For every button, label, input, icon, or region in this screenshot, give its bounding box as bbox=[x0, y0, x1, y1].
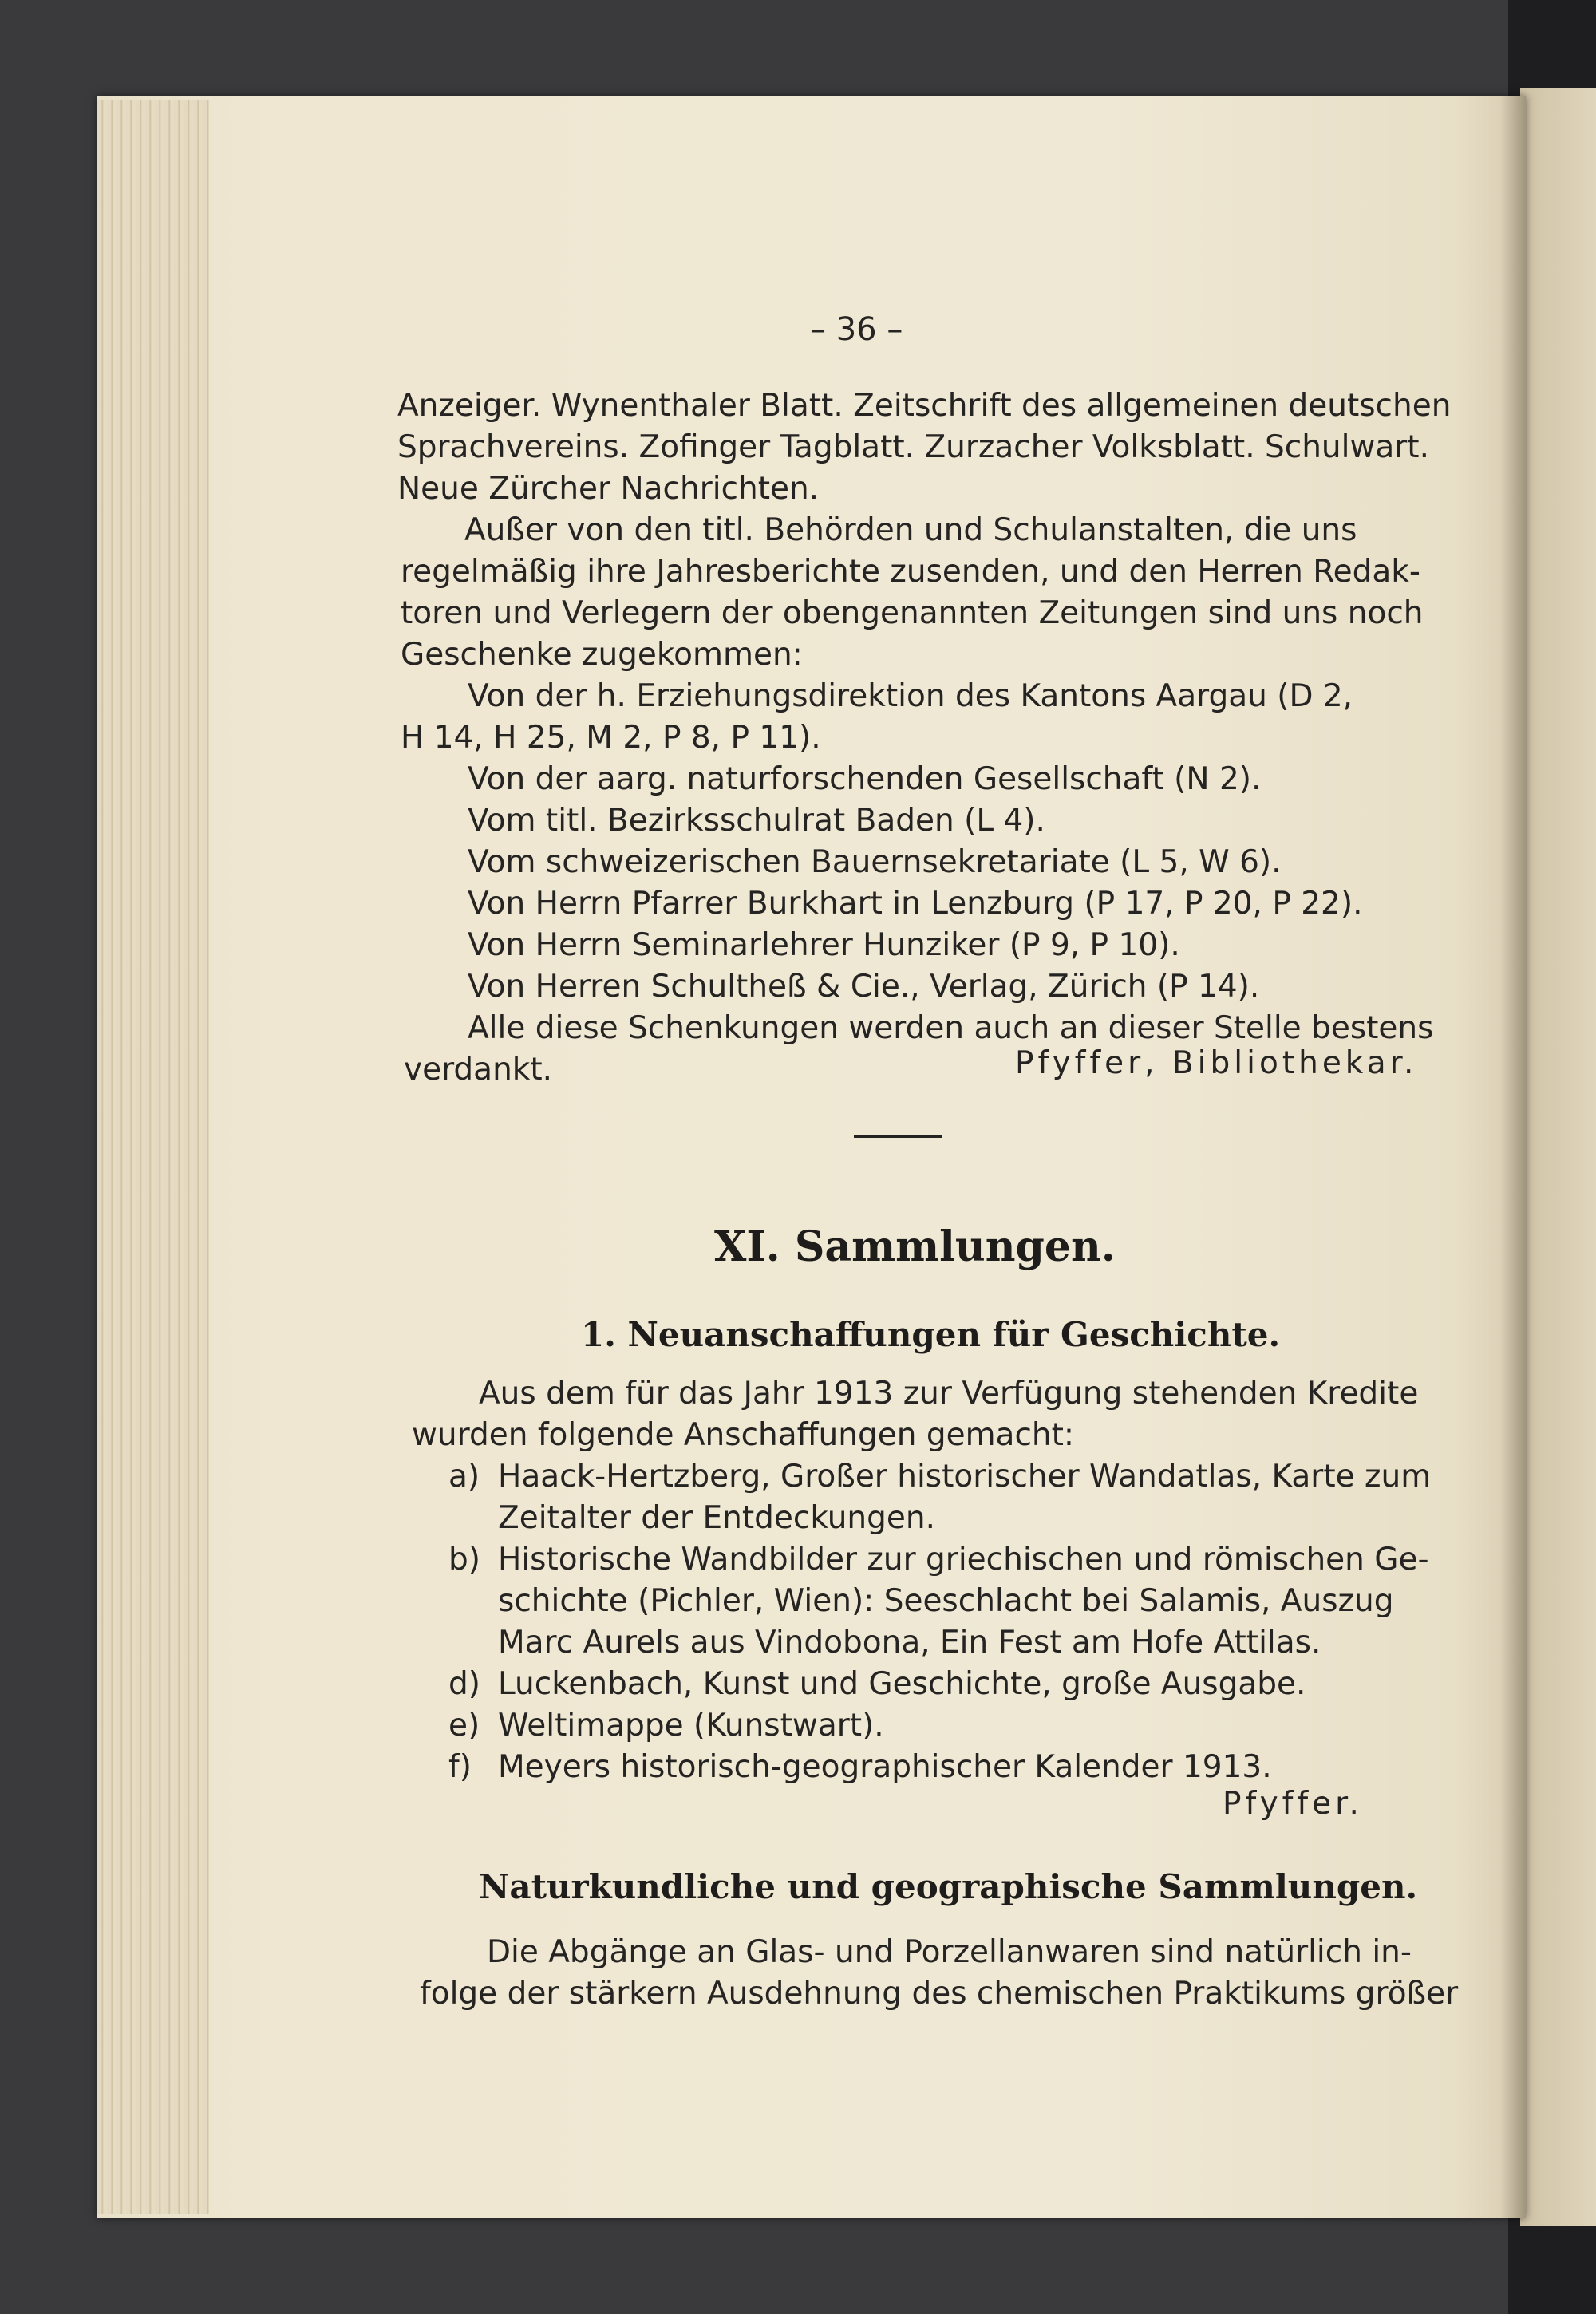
text-line: Alle diese Schenkungen werden auch an dieser Stelle bestens bbox=[468, 1010, 1434, 1046]
item-text: Historische Wandbilder zur griechischen und römischen Ge- bbox=[498, 1542, 1429, 1578]
text-line: wurden folgende Anschaffungen gemacht: bbox=[412, 1417, 1075, 1453]
item-text: Meyers historisch-geographischer Kalender 1913. bbox=[498, 1749, 1272, 1785]
text-line: Die Abgänge an Glas- und Porzellanwaren sind natürlich in- bbox=[487, 1934, 1412, 1970]
text-line: Geschenke zugekommen: bbox=[401, 637, 803, 673]
text-line: Sprachvereins. Zofinger Tagblatt. Zurzacher Volksblatt. Schulwart. bbox=[397, 429, 1429, 465]
item-letter: f) bbox=[448, 1749, 472, 1785]
page-number: – 36 – bbox=[810, 311, 903, 348]
item-text: Weltimappe (Kunstwart). bbox=[498, 1708, 884, 1743]
page-stack-edges bbox=[97, 100, 209, 2214]
item-text: Luckenbach, Kunst und Geschichte, große Ausgabe. bbox=[498, 1666, 1306, 1702]
page-gutter-shadow bbox=[1500, 96, 1526, 2218]
section-title: XI. Sammlungen. bbox=[714, 1222, 1116, 1271]
text-line: Von Herren Schultheß & Cie., Verlag, Zürich (P 14). bbox=[468, 969, 1260, 1005]
text-line: Anzeiger. Wynenthaler Blatt. Zeitschrift des allgemeinen deutschen bbox=[397, 388, 1452, 424]
item-text: Marc Aurels aus Vindobona, Ein Fest am Hofe Attilas. bbox=[498, 1625, 1321, 1660]
text-line: Außer von den titl. Behörden und Schulanstalten, die uns bbox=[464, 512, 1357, 548]
section-divider bbox=[854, 1135, 942, 1138]
text-line: regelmäßig ihre Jahresberichte zusenden, und den Herren Redak- bbox=[401, 554, 1420, 590]
text-line: verdankt. bbox=[404, 1052, 553, 1088]
text-line: H 14, H 25, M 2, P 8, P 11). bbox=[401, 720, 821, 756]
text-line: toren und Verlegern der obengenannten Zeitungen sind uns noch bbox=[401, 595, 1424, 631]
text-line: Von Herrn Seminarlehrer Hunziker (P 9, P 10). bbox=[468, 927, 1180, 963]
text-line: Von der h. Erziehungsdirektion des Kantons Aargau (D 2, bbox=[468, 678, 1353, 714]
item-letter: e) bbox=[448, 1708, 480, 1743]
subsection-title: 1. Neuanschaffungen für Geschichte. bbox=[581, 1315, 1281, 1354]
item-text: Haack-Hertzberg, Großer historischer Wandatlas, Karte zum bbox=[498, 1459, 1432, 1495]
item-letter: d) bbox=[448, 1666, 480, 1702]
item-letter: a) bbox=[448, 1459, 480, 1495]
text-line: Von Herrn Pfarrer Burkhart in Lenzburg (P 17, P 20, P 22). bbox=[468, 886, 1363, 922]
text-line: Neue Zürcher Nachrichten. bbox=[397, 471, 820, 507]
text-line: folge der stärkern Ausdehnung des chemischen Praktikums größer bbox=[420, 1976, 1459, 2012]
item-text: Zeitalter der Entdeckungen. bbox=[498, 1500, 935, 1536]
third-heading: Naturkundliche und geographische Sammlungen. bbox=[479, 1867, 1418, 1906]
text-line: Vom schweizerischen Bauernsekretariate (L 5, W 6). bbox=[468, 844, 1282, 880]
text-line: Vom titl. Bezirksschulrat Baden (L 4). bbox=[468, 803, 1045, 839]
item-text: schichte (Pichler, Wien): Seeschlacht bei Salamis, Auszug bbox=[498, 1583, 1394, 1619]
text-line: Von der aarg. naturforschenden Gesellschaft (N 2). bbox=[468, 761, 1262, 797]
signature: Pfyffer, Bibliothekar. bbox=[1015, 1045, 1418, 1081]
item-letter: b) bbox=[448, 1542, 480, 1578]
text-line: Aus dem für das Jahr 1913 zur Verfügung stehenden Kredite bbox=[479, 1376, 1419, 1412]
facing-page-edge bbox=[1520, 88, 1596, 2226]
signature: Pfyffer. bbox=[1223, 1786, 1363, 1822]
